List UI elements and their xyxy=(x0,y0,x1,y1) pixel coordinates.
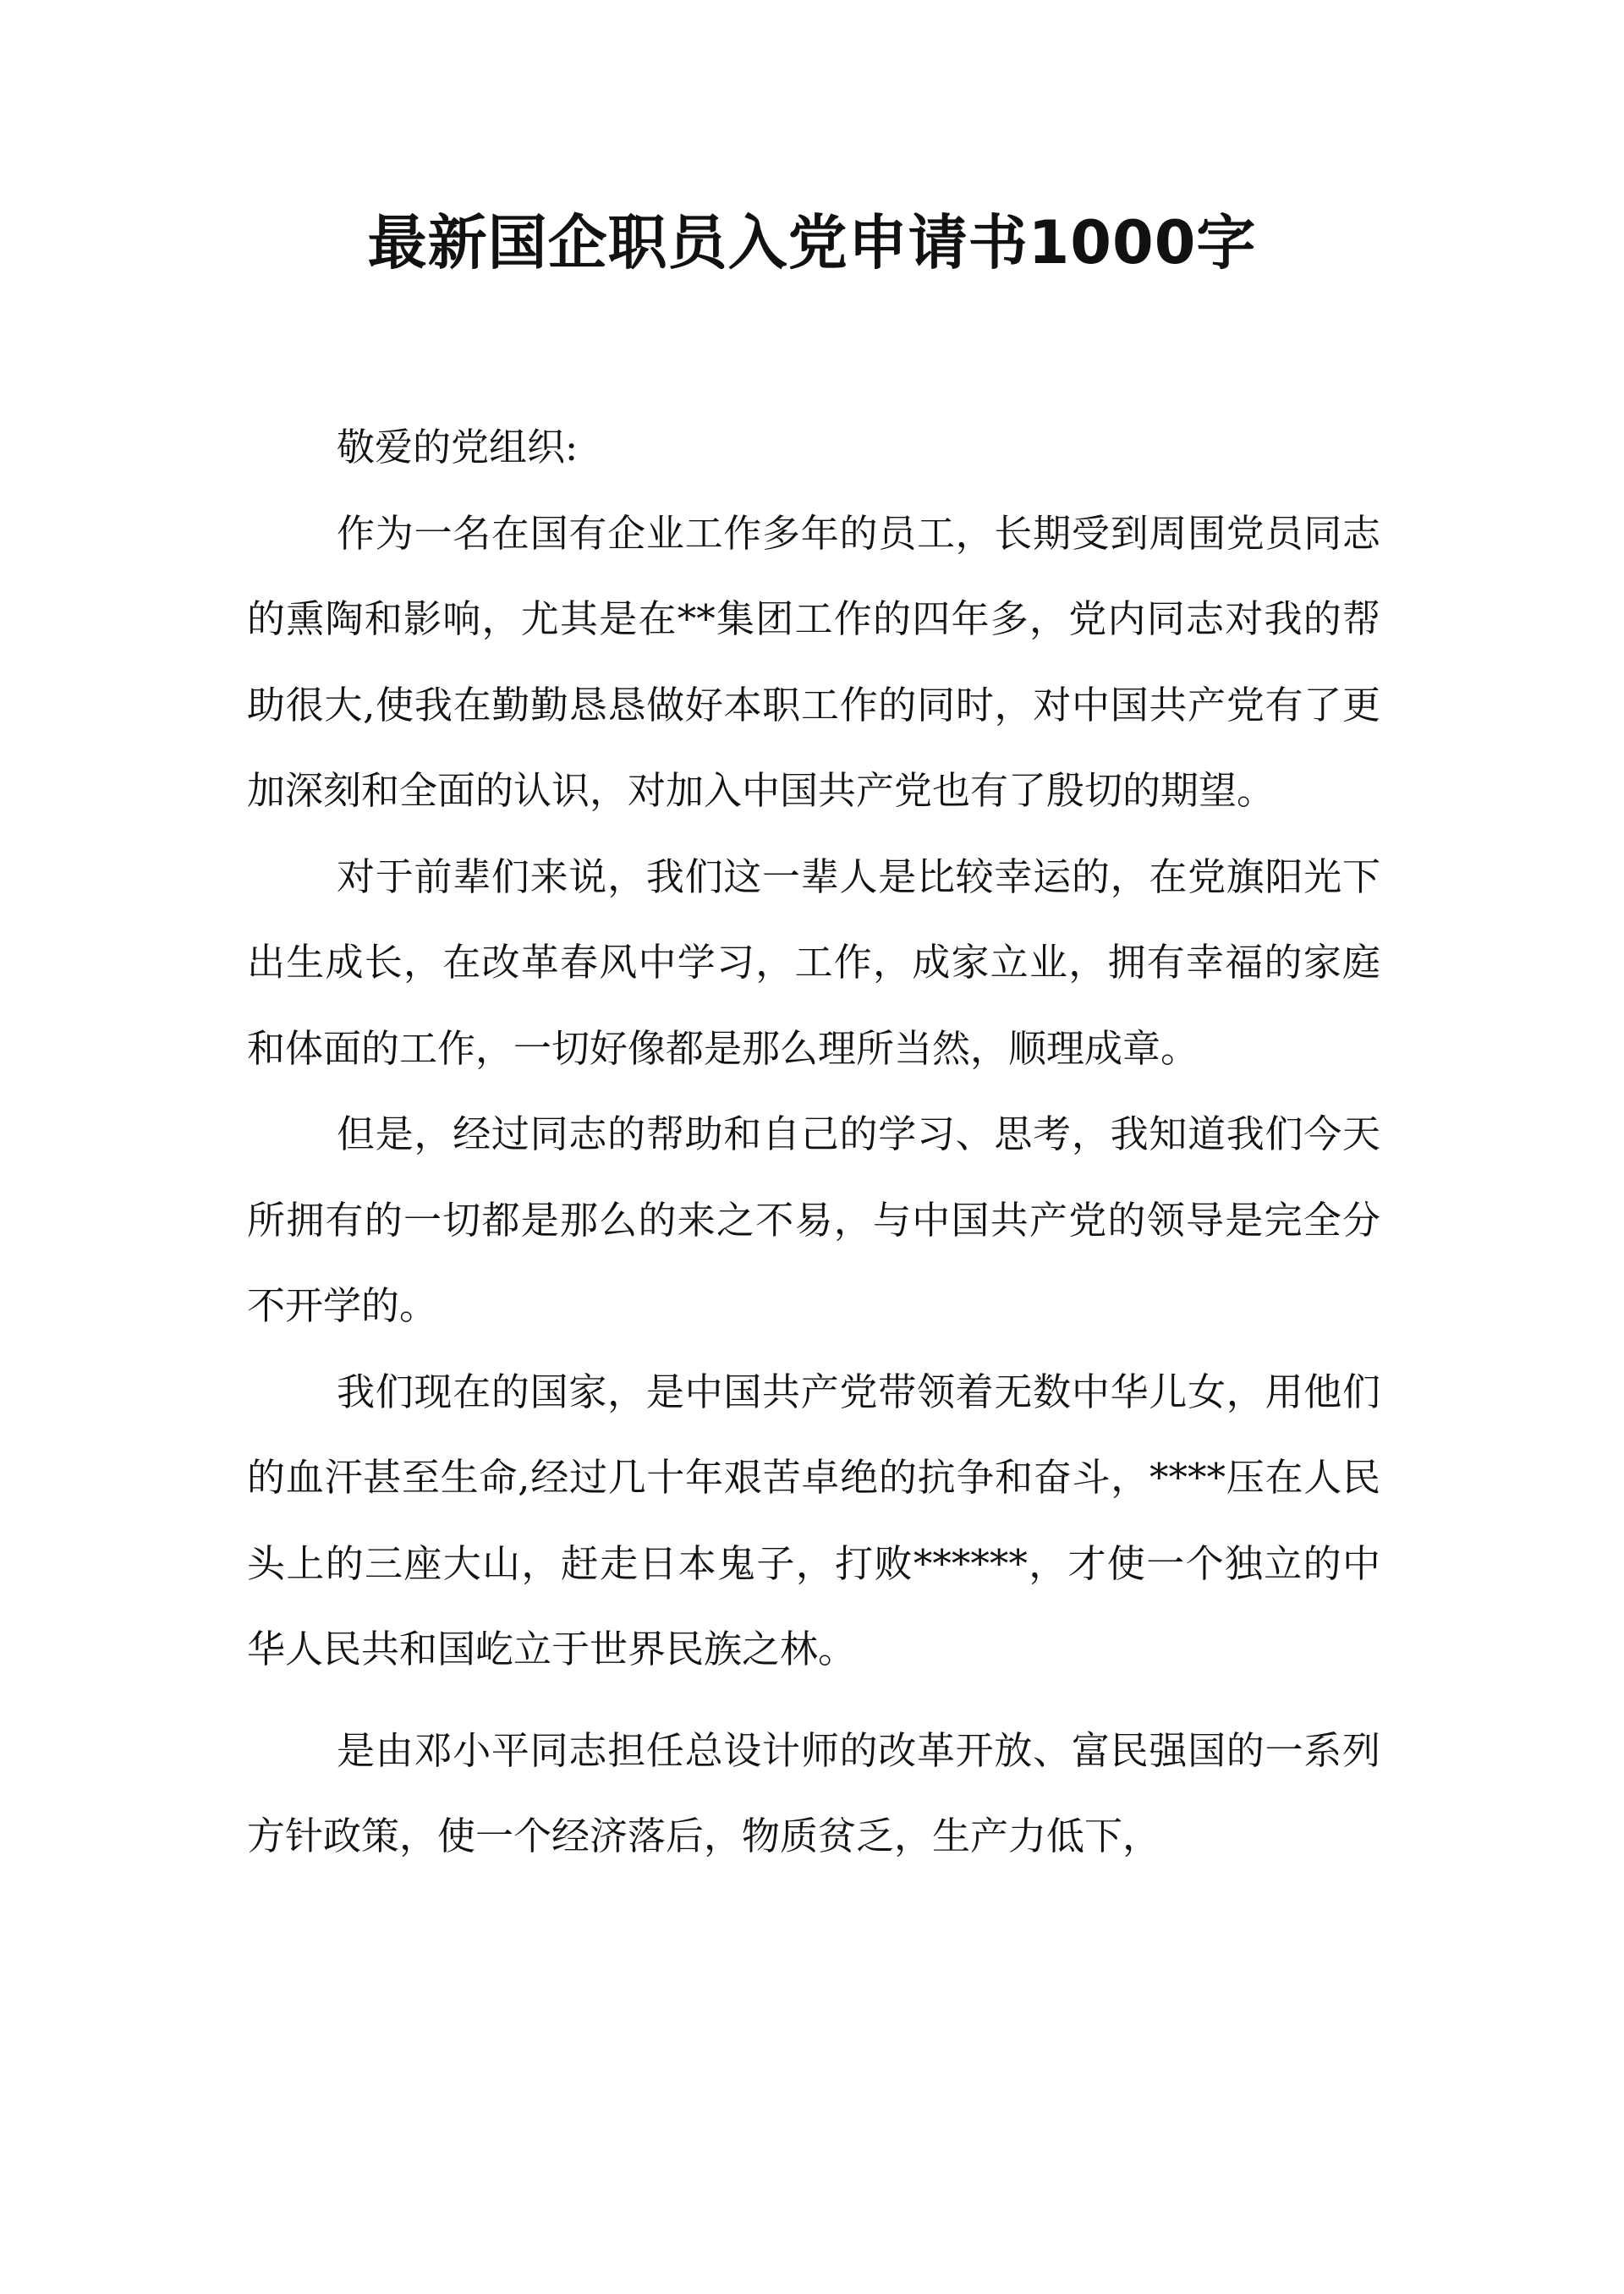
document-title: 最新国企职员入党申请书1000字 xyxy=(367,208,1257,277)
paragraph: 是由邓小平同志担任总设计师的改革开放、富民强国的一系列方针政策，使一个经济落后，物质贫乏，生产力低下， xyxy=(247,1727,1380,1858)
paragraph: 但是，经过同志的帮助和自己的学习、思考，我知道我们今天所拥有的一切都是那么的来之不易，与中国共产党的领导是完全分不开学的。 xyxy=(247,1111,1380,1328)
paragraph: 我们现在的国家，是中国共产党带领着无数中华儿女，用他们的血汗甚至生命,经过几十年艰苦卓绝的抗争和奋斗，****压在人民头上的三座大山，赶走日本鬼子，打败******，才使一个独立的中华人民共和国屹立于世界民族之林。 xyxy=(247,1369,1380,1671)
document-body xyxy=(247,404,1380,1880)
paragraph: 作为一名在国有企业工作多年的员工，长期受到周围党员同志的熏陶和影响，尤其是在**集团工作的四年多，党内同志对我的帮助很大,使我在勤勤恳恳做好本职工作的同时，对中国共产党有了更加深刻和全面的认识，对加入中国共产党也有了殷切的期望。 xyxy=(247,510,1380,813)
paragraph: 对于前辈们来说，我们这一辈人是比较幸运的，在党旗阳光下出生成长，在改革春风中学习，工作，成家立业，拥有幸福的家庭和体面的工作，一切好像都是那么理所当然，顺理成章。 xyxy=(247,853,1380,1071)
salutation: 敬爱的党组织: xyxy=(337,425,579,469)
